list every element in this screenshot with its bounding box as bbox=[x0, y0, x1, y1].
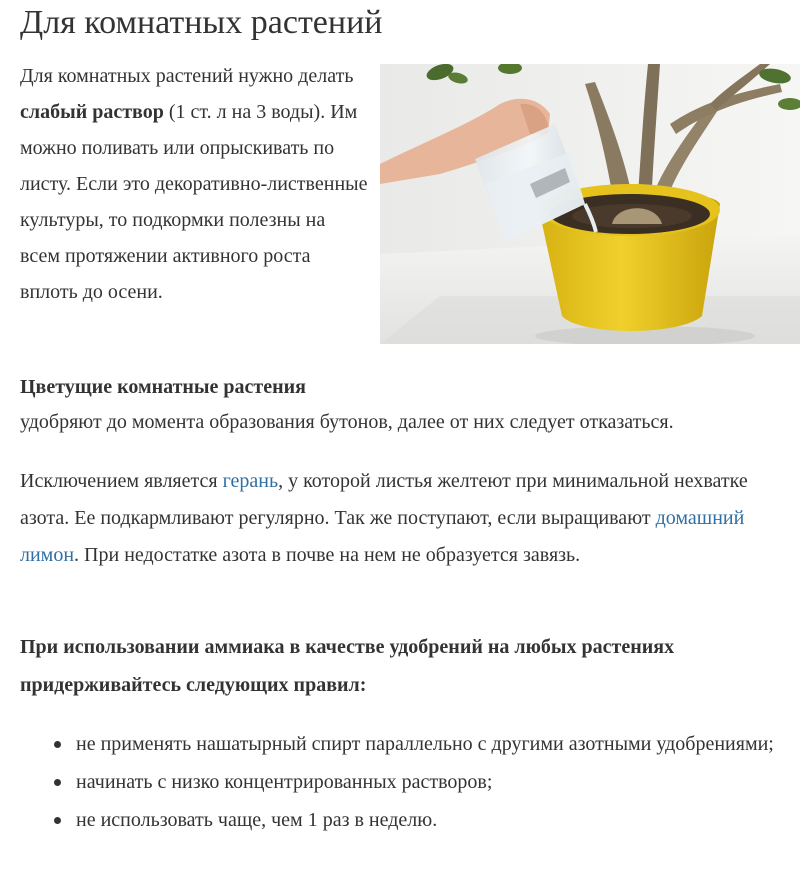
list-item bbox=[76, 802, 776, 838]
flowering-paragraph: удобряют до момента образования бутонов, далее от них следует отказаться. bbox=[20, 411, 674, 433]
list-item-text: не использовать чаще, чем 1 раз в неделю. bbox=[76, 809, 438, 831]
intro-bold-text: слабый раствор bbox=[20, 101, 164, 123]
list-item bbox=[76, 726, 776, 762]
list-item bbox=[76, 764, 776, 800]
bullet-icon bbox=[54, 741, 61, 748]
geranium-link[interactable]: герань bbox=[222, 470, 279, 492]
intro-paragraph bbox=[20, 58, 370, 310]
flowering-heading: Цветущие комнатные растения bbox=[20, 376, 306, 398]
plant-watering-photo bbox=[380, 64, 800, 344]
exception-text-2: , у которой листья желтеют при минимальной нехватке азота. Ее подкармливают регулярно. Так же поступают, если выращивают bbox=[20, 470, 748, 529]
rules-heading: При использовании аммиака в качестве удобрений на любых растениях придерживайтесь следующих правил: bbox=[20, 636, 675, 696]
list-item-text: начинать с низко концентрированных растворов; bbox=[76, 771, 493, 793]
intro-text-end: (1 ст. л на 3 воды). Им можно поливать или опрыскивать по листу. Если это декоративно-лиственные культуры, то подкормки полезны на всем протяжении активного роста вплоть до осени. bbox=[20, 101, 368, 303]
bullet-icon bbox=[54, 779, 61, 786]
list-item-text: не применять нашатырный спирт параллельно с другими азотными удобрениями; bbox=[76, 733, 774, 755]
exception-text-3: . При недостатке азота в почве на нем не образуется завязь. bbox=[74, 544, 581, 566]
section-title: Для комнатных растений bbox=[20, 4, 383, 41]
bullet-icon bbox=[54, 817, 61, 824]
exception-text-1: Исключением является bbox=[20, 470, 223, 492]
exception-paragraph bbox=[20, 463, 800, 574]
intro-text-start: Для комнатных растений нужно делать bbox=[20, 65, 354, 87]
rules-list bbox=[76, 726, 776, 840]
home-lemon-link[interactable]: домашний лимон bbox=[20, 507, 745, 566]
